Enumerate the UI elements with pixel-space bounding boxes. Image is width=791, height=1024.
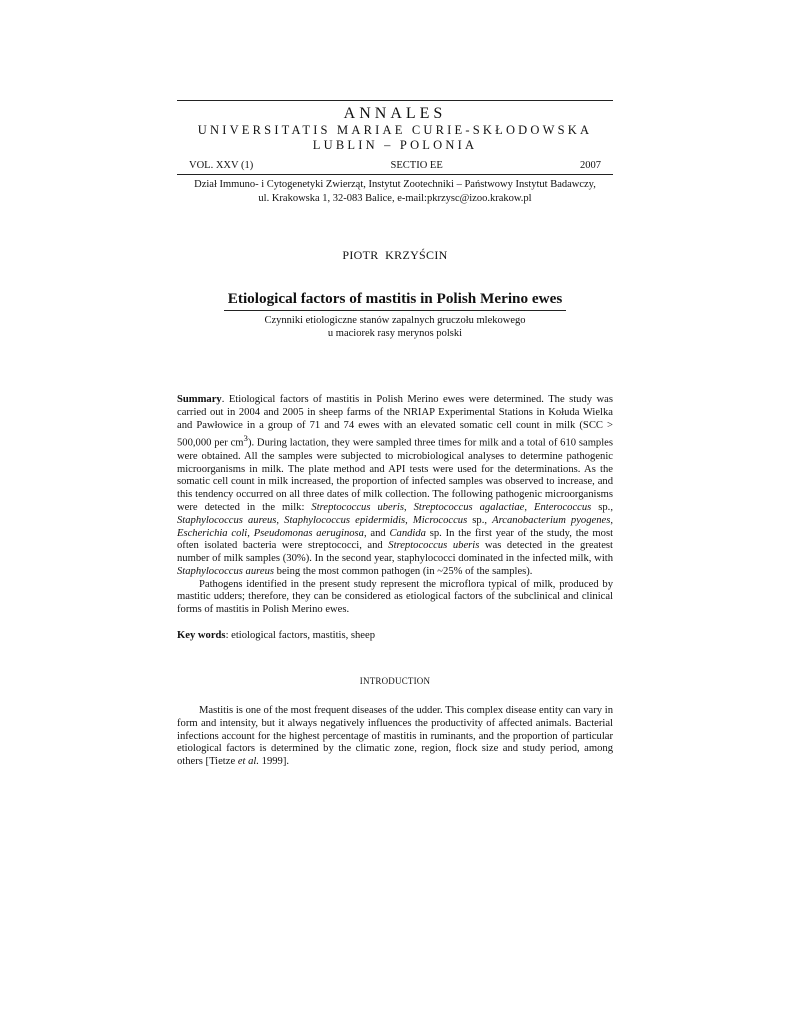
volume-row (177, 160, 613, 172)
keywords (177, 629, 613, 642)
year-label: 2007 (580, 160, 601, 171)
keywords-text: : etiological factors, mastitis, sheep (225, 630, 376, 642)
introduction-paragraph (177, 705, 613, 769)
summary-section (177, 394, 613, 617)
journal-title: ANNALES (343, 105, 447, 122)
summary-label: Summary (177, 394, 222, 405)
summary-sep: , and (363, 527, 390, 539)
section-label: SECTIO EE (390, 160, 443, 171)
species-name: Enterococcus (534, 501, 592, 513)
species-name: Micrococcus (412, 514, 468, 526)
summary-sep: , (403, 501, 414, 513)
intro-text-2: 1999]. (259, 756, 290, 768)
summary-sep: sp., (591, 501, 613, 513)
summary-sep: , (610, 514, 613, 526)
species-name: Staphylococcus aureus (177, 565, 274, 577)
polish-title (177, 314, 613, 340)
species-name: Candida (389, 527, 426, 539)
summary-sep: , (276, 514, 285, 526)
summary-sep: sp., (467, 514, 493, 526)
summary-sep: being the most common pathogen (in ~25% of the samples). (274, 565, 533, 577)
summary-paragraph-2: Pathogens identified in the present study represent the microflora typical of milk, produced by mastitic udders; therefore, they can be considered as etiological factors of the subclinical and clinical forms of mastitis in Polish Merino ewes. (177, 578, 613, 616)
introduction-section (177, 705, 613, 769)
polish-title-line-1: Czynniki etiologiczne stanów zapalnych gruczołu mlekowego (264, 315, 526, 326)
journal-subtitle: UNIVERSITATIS MARIAE CURIE-SKŁODOWSKA (197, 123, 593, 137)
volume-label: VOL. XXV (1) (189, 160, 254, 171)
affiliation-line-1: Dział Immuno- i Cytogenetyki Zwierząt, Instytut Zootechniki – Państwowy Instytut Badawczy, (194, 179, 596, 190)
species-name: Streptococcus uberis (311, 501, 404, 513)
article-page (177, 100, 613, 769)
author-name: PIOTR KRZYŚCIN (342, 248, 448, 262)
species-name: Escherichia coli (177, 527, 248, 539)
header-bottom-rule (177, 174, 613, 175)
summary-paragraph (177, 394, 613, 579)
affiliation-line-2: ul. Krakowska 1, 32-083 Balice, e-mail:pkrzysc@izoo.krakow.pl (258, 193, 532, 204)
header-top-rule (177, 100, 613, 101)
summary-sep: , (247, 527, 254, 539)
summary-sep: sp. In the first year of the study, the most often isolated bacteria were streptococci, and (177, 527, 614, 552)
species-name: Staphylococcus epidermidis (284, 514, 406, 526)
summary-text-2: ). During lactation, they were sampled three times for milk and a total of 610 samples were obtained. All the samples were subjected to microbiological analyses to determine pathogenic microorganisms in milk. The plate method and API tests were used for the determinations. As the somatic cell count in milk increased, the proportion of infected samples was observed to increase, and this tendency occurred on all three dates of milk collection. The following pathogenic microorganisms were detected in the milk: (177, 437, 613, 513)
species-name: Streptococcus agalactiae (413, 501, 525, 513)
keywords-label: Key words (177, 630, 226, 642)
article-title: Etiological factors of mastitis in Polish Merino ewes (224, 290, 567, 311)
species-name: Streptococcus uberis (388, 540, 480, 552)
title-block (177, 290, 613, 311)
summary-sep: , (405, 514, 413, 526)
intro-etal: et al. (237, 756, 259, 768)
introduction-heading: INTRODUCTION (359, 676, 431, 687)
polish-title-line-2: u maciorek rasy merynos polski (327, 328, 463, 339)
journal-place: LUBLIN – POLONIA (312, 138, 478, 152)
species-name: Staphylococcus aureus (177, 514, 277, 526)
intro-text-1: Mastitis is one of the most frequent diseases of the udder. This complex disease entity can vary in form and intensity, but it always negatively influences the productivity of affected animals. Bacterial infections account for the highest percentage of mastitis in ruminants, and the proportion of particular etiological factors is determined by the climatic zone, region, flock size and study period, among others [Tietze (177, 705, 613, 768)
summary-sep: , (524, 501, 534, 513)
species-name: Arcanobacterium pyogenes (492, 514, 611, 526)
affiliation (177, 178, 613, 206)
species-name: Pseudomonas aeruginosa (253, 527, 364, 539)
summary-text-1: . Etiological factors of mastitis in Polish Merino ewes were determined. The study was carried out in 2004 and 2005 in sheep farms of the NRIAP Experimental Stations in Kołuda Wielka and Pawłowice in a group of 71 and 74 ewes with an elevated somatic cell count in milk (SCC > 500,000 per cm (177, 394, 613, 449)
summary-sep: was detected in the greatest number of milk samples (30%). In the second year, staphylococci dominated in the infected milk, with (177, 540, 613, 565)
summary-superscript: 3 (243, 433, 248, 444)
